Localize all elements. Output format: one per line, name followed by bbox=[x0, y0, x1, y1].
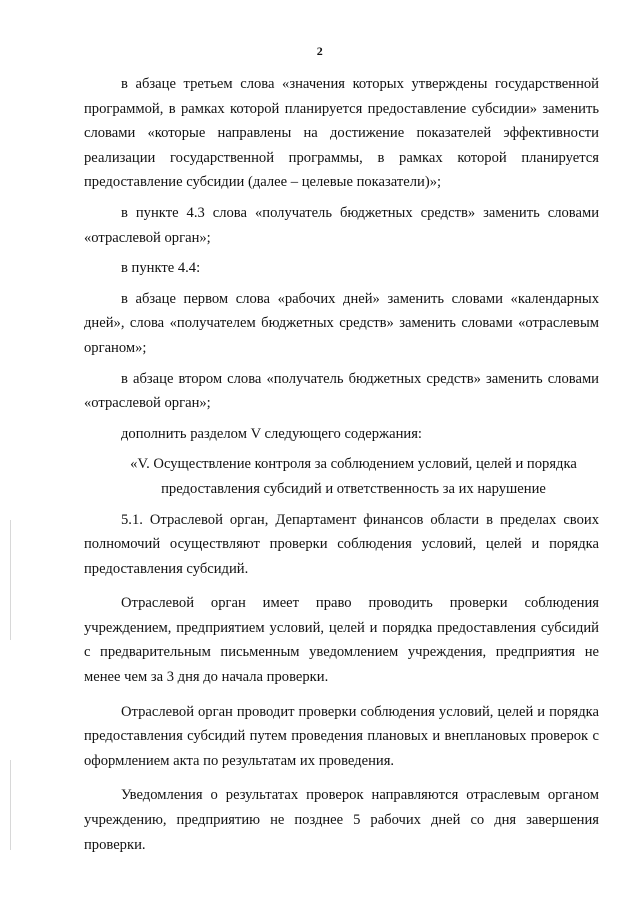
section-paragraph: Отраслевой орган проводит проверки соблюдения условий, целей и порядка предоставления субсидий путем проведения плановых и внеплановых проверок с оформлением акта по результатам их проведения. bbox=[84, 703, 599, 769]
scan-margin-mark bbox=[10, 520, 11, 640]
section-paragraph: Уведомления о результатах проверок направляются отраслевым органом учреждению, предприятию не позднее 5 рабочих дней со дня завершения проверки. bbox=[84, 787, 599, 853]
section-paragraph: Отраслевой орган имеет право проводить проверки соблюдения учреждением, предприятием условий, целей и порядка предоставления субсидий с предварительным письменным уведомлением учреждения, предприятия не менее чем за 3 дня до начала проверки. bbox=[84, 595, 599, 686]
section-heading-line: предоставления субсидий и ответственность за их нарушение bbox=[161, 480, 546, 497]
amendment-paragraph: в абзаце третьем слова «значения которых утверждены государственной программой, в рамках которой планируется предоставление субсидии» заменить словами «которые направлены на достижение показателей эффективности реализации государственной программы, в рамках которой планируется предоставление субсидии (далее – целевые показатели)»; bbox=[84, 76, 599, 191]
section-heading-line: «V. Осуществление контроля за соблюдением условий, целей и порядка bbox=[130, 456, 577, 473]
amendment-paragraph: дополнить разделом V следующего содержания: bbox=[121, 425, 422, 442]
scan-margin-mark bbox=[10, 760, 11, 850]
amendment-paragraph: в пункте 4.3 слова «получатель бюджетных средств» заменить словами «отраслевой орган»; bbox=[84, 204, 599, 246]
section-heading bbox=[84, 452, 599, 501]
amendment-paragraph: в абзаце первом слова «рабочих дней» заменить словами «календарных дней», слова «получателем бюджетных средств» заменить словами «отраслевым органом»; bbox=[84, 290, 599, 356]
page-number: 2 bbox=[316, 44, 324, 58]
amendment-paragraph: в абзаце втором слова «получатель бюджетных средств» заменить словами «отраслевой орган»; bbox=[84, 370, 599, 412]
section-paragraph: 5.1. Отраслевой орган, Департамент финансов области в пределах своих полномочий осуществляют проверки соблюдения условий, целей и порядка предоставления субсидий. bbox=[84, 511, 599, 577]
document-body bbox=[84, 72, 599, 863]
amendment-paragraph: в пункте 4.4: bbox=[121, 260, 201, 277]
